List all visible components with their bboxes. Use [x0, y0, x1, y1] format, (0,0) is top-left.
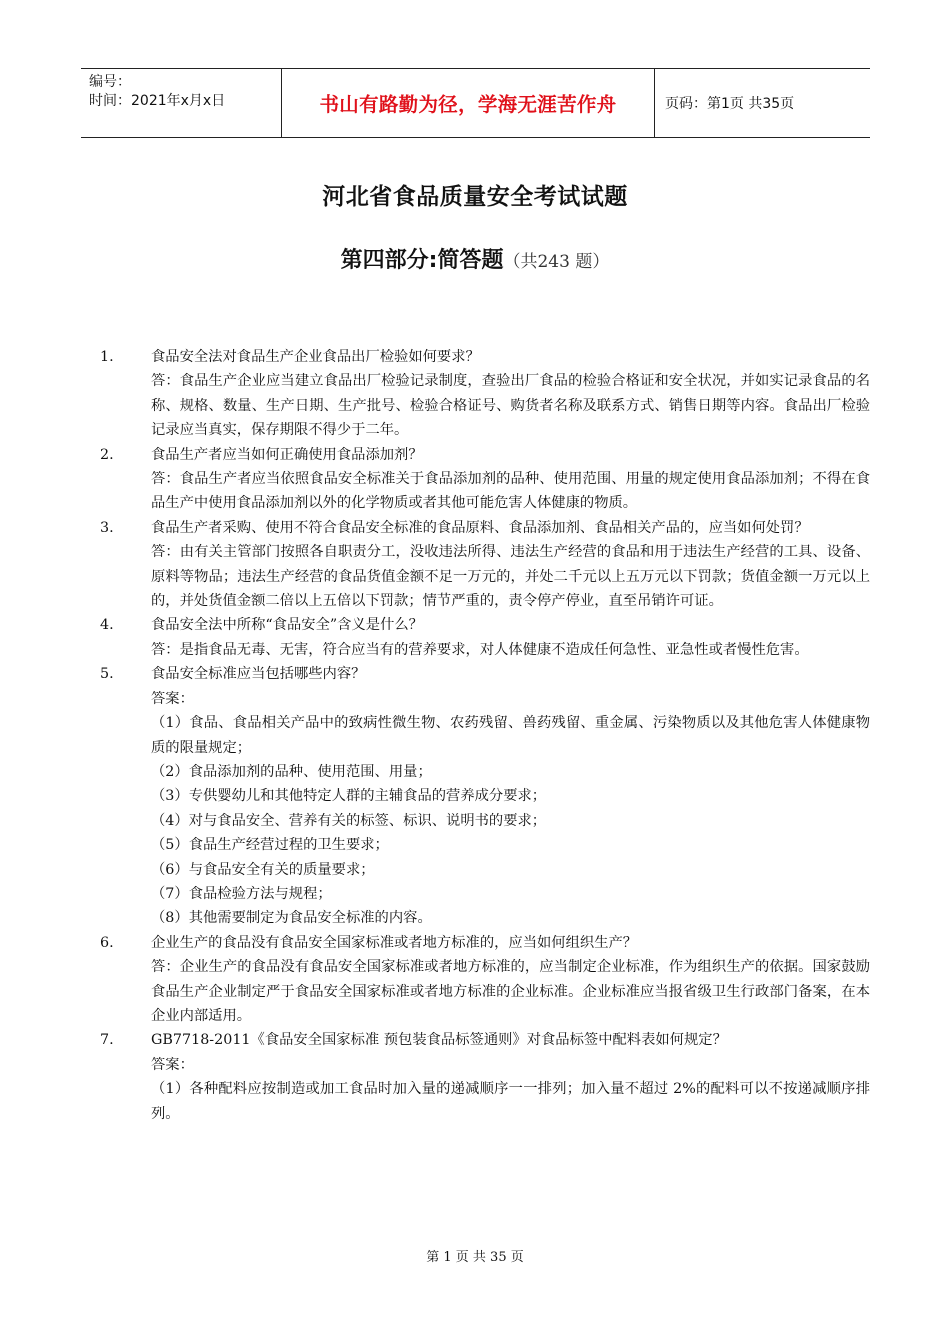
answer-block [100, 955, 870, 1028]
answer-line: （1）各种配料应按制造或加工食品时加入量的递减顺序一一排列；加入量不超过 2%的配料可以不按递减顺序排列。 [151, 1081, 870, 1122]
answer-block [100, 687, 870, 931]
header-page-label: 页码：第1页 共35页 [665, 96, 795, 112]
question-text: 食品安全法中所称“食品安全”含义是什么？ [151, 617, 423, 634]
question-number: 1. [100, 349, 114, 365]
answer-block [100, 540, 870, 613]
answer-line: （8）其他需要制定为食品安全标准的内容。 [151, 910, 432, 927]
document-number-label: 编号： [89, 74, 131, 90]
question-number: 4. [100, 617, 114, 634]
document-title: 河北省食品质量安全考试试题 [322, 184, 628, 210]
question-item [100, 613, 870, 662]
question-number: 3. [100, 519, 114, 536]
question-text: 食品生产者采购、使用不符合食品安全标准的食品原料、食品添加剂、食品相关产品的，应当如何处罚？ [151, 519, 809, 536]
answer-block [100, 467, 870, 516]
question-item [100, 443, 870, 516]
question-row [100, 613, 870, 637]
header-motto: 书山有路勤为径，学海无涯苦作舟 [281, 69, 655, 137]
question-number: 2. [100, 446, 114, 463]
answer-line: 答：企业生产的食品没有食品安全国家标准或者地方标准的，应当制定企业标准，作为组织生产的依据。国家鼓励食品生产企业制定严于食品安全国家标准或者地方标准的企业标准。企业标准应当报省级卫生行政部门备案，在本企业内部适用。 [151, 959, 870, 1024]
page-footer: 第 1 页 共 35 页 [426, 1250, 524, 1265]
question-item [100, 345, 870, 443]
question-item [100, 931, 870, 1029]
question-row [100, 443, 870, 467]
answer-line: 答：食品生产企业应当建立食品出厂检验记录制度，查验出厂食品的检验合格证和安全状况，并如实记录食品的名称、规格、数量、生产日期、生产批号、检验合格证号、购货者名称及联系方式、销售日期等内容。食品出厂检验记录应当真实，保存期限不得少于二年。 [151, 373, 870, 439]
question-row [100, 516, 870, 540]
answer-line: （3）专供婴幼儿和其他特定人群的主辅食品的营养成分要求； [151, 788, 547, 805]
answer-line: 答案： [151, 690, 194, 707]
answer-line: （4）对与食品安全、营养有关的标签、标识、说明书的要求； [151, 812, 547, 829]
section-subtitle [0, 243, 950, 274]
page-header [81, 68, 870, 138]
question-row [100, 931, 870, 955]
question-number: 7. [100, 1032, 114, 1049]
question-number: 6. [100, 934, 114, 951]
question-row [100, 662, 870, 686]
answer-line: 答：由有关主管部门按照各自职责分工，没收违法所得、违法生产经营的食品和用于违法生产经营的工具、设备、原料等物品；违法生产经营的食品货值金额不足一万元的，并处二千元以上五万元以下罚款；货值金额一万元以上的，并处货值金额二倍以上五倍以下罚款；情节严重的，责令停产停业，直至吊销许可证。 [151, 544, 870, 610]
question-text: 企业生产的食品没有食品安全国家标准或者地方标准的，应当如何组织生产？ [151, 934, 638, 951]
document-date-label: 时间：2021年x月x日 [89, 93, 226, 109]
header-meta [81, 69, 281, 137]
question-row [100, 345, 870, 369]
question-item [100, 516, 870, 614]
answer-block [100, 638, 870, 662]
answer-line: （5）食品生产经营过程的卫生要求； [151, 837, 389, 854]
question-text: 食品安全法对食品生产企业食品出厂检验如何要求？ [151, 349, 480, 365]
section-title: 第四部分:简答题 [340, 248, 504, 273]
answer-line: （7）食品检验方法与规程； [151, 885, 332, 902]
question-text: 食品安全标准应当包括哪些内容？ [151, 666, 366, 683]
answer-line: 答：食品生产者应当依照食品安全标准关于食品添加剂的品种、使用范围、用量的规定使用食品添加剂；不得在食品生产中使用食品添加剂以外的化学物质或者其他可能危害人体健康的物质。 [151, 471, 870, 512]
question-text: GB7718-2011《食品安全国家标准 预包装食品标签通则》对食品标签中配料表如何规定？ [151, 1032, 727, 1049]
answer-line: （6）与食品安全有关的质量要求； [151, 861, 375, 878]
question-list [100, 345, 870, 1126]
answer-line: （2）食品添加剂的品种、使用范围、用量； [151, 763, 432, 780]
answer-line: （1）食品、食品相关产品中的致病性微生物、农药残留、兽药残留、重金属、污染物质以及其他危害人体健康物质的限量规定； [151, 715, 870, 756]
answer-line: 答案： [151, 1056, 194, 1073]
question-text: 食品生产者应当如何正确使用食品添加剂？ [151, 446, 423, 463]
question-number: 5. [100, 666, 114, 683]
answer-line: 答：是指食品无毒、无害，符合应当有的营养要求，对人体健康不造成任何急性、亚急性或者慢性危害。 [151, 641, 809, 658]
section-count-note: （共243 题） [503, 252, 610, 272]
answer-block [100, 1053, 870, 1126]
question-row [100, 1028, 870, 1052]
question-item [100, 662, 870, 930]
question-item [100, 1028, 870, 1126]
answer-block [100, 369, 870, 442]
